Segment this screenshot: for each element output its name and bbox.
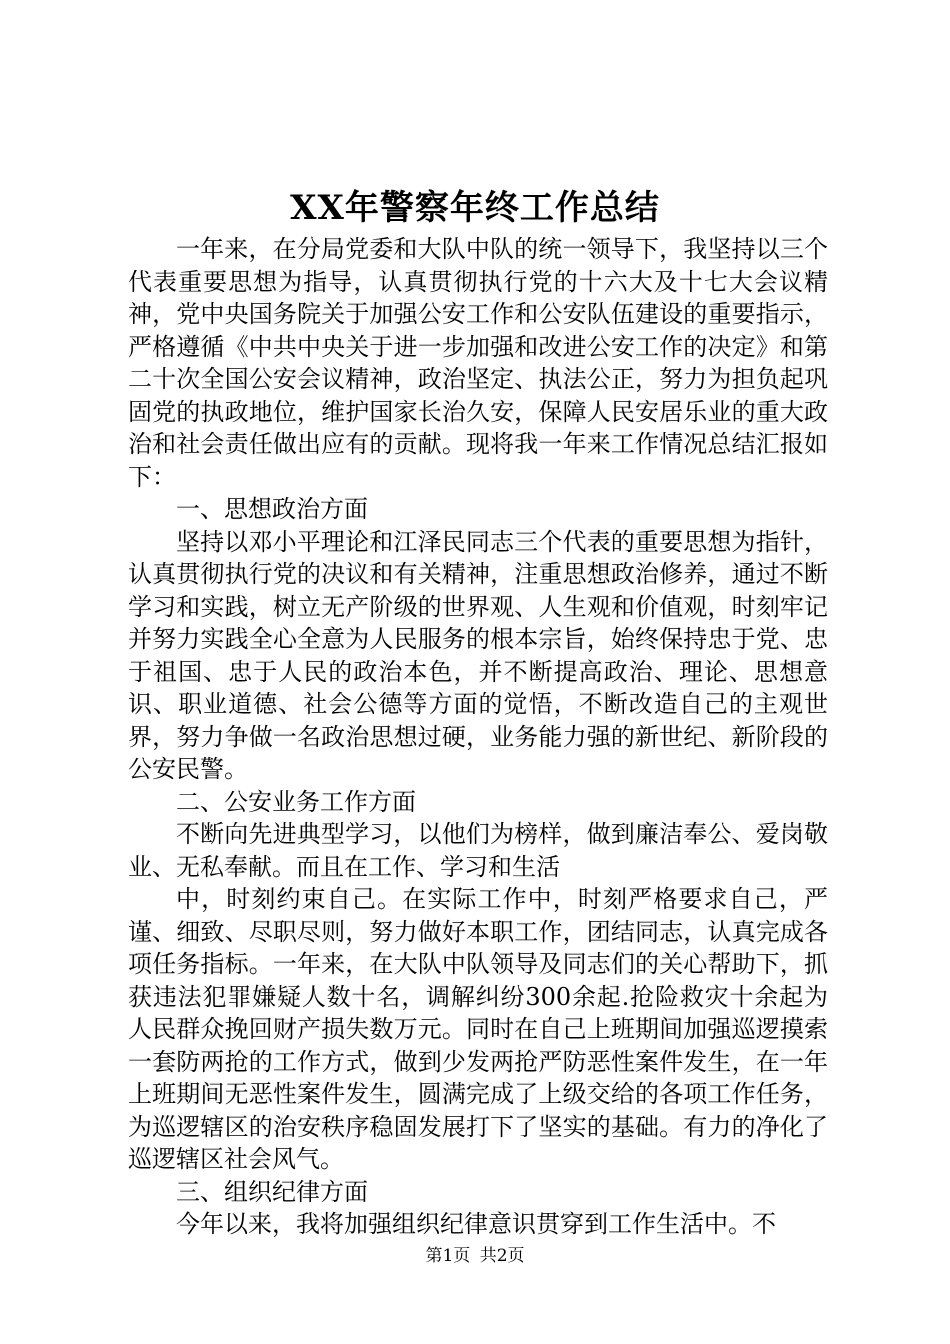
intro-paragraph: 一年来，在分局党委和大队中队的统一领导下，我坚持以三个代表重要思想为指导，认真贯彻执行党的十六大及十七大会议精神，党中央国务院关于加强公安工作和公安队伍建设的重要指示，严格遵循《中共中央关于进一步加强和改进公安工作的决定》和第二十次全国公安会议精神，政治坚定、执法公正，努力为担负起巩固党的执政地位，维护国家长治久安，保障人民安居乐业的重大政治和社会责任做出应有的贡献。现将我一年来工作情况总结汇报如下： (128, 235, 828, 491)
page-total: 共2页 (479, 1246, 525, 1266)
section-2-paragraph-b: 中，时刻约束自己。在实际工作中，时刻严格要求自己，严谨、细致、尽职尽则，努力做好本职工作，团结同志，认真完成各项任务指标。一年来，在大队中队领导及同志们的关心帮助下，抓获违法犯罪嫌疑人数十名，调解纠纷300余起.抢险救灾十余起为人民群众挽回财产损失数万元。同时在自己上班期间加强巡逻摸索一套防两抢的工作方式，做到少发两抢严防恶性案件发生，在一年上班期间无恶性案件发生，圆满完成了上级交给的各项工作任务，为巡逻辖区的治安秩序稳固发展打下了坚实的基础。有力的净化了巡逻辖区社会风气。 (128, 885, 828, 1173)
section-heading-1: 一、思想政治方面 (176, 495, 368, 523)
section-heading-3: 三、组织纪律方面 (176, 1177, 368, 1206)
page-number: 第1页 (425, 1246, 471, 1266)
document-body (128, 233, 828, 1241)
document-title: XX年警察年终工作总结 (290, 188, 660, 228)
page-footer (0, 1244, 950, 1268)
section-2-paragraph-a: 不断向先进典型学习，以他们为榜样，做到廉洁奉公、爱岗敬业、无私奉献。而且在工作、学习和生活 (128, 820, 828, 881)
section-heading-2: 二、公安业务工作方面 (176, 787, 416, 816)
section-3-paragraph: 今年以来，我将加强组织纪律意识贯穿到工作生活中。不 (176, 1210, 776, 1238)
section-1-paragraph: 坚持以邓小平理论和江泽民同志三个代表的重要思想为指针，认真贯彻执行党的决议和有关精神，注重思想政治修养，通过不断学习和实践，树立无产阶级的世界观、人生观和价值观，时刻牢记并努力实践全心全意为人民服务的根本宗旨，始终保持忠于党、忠于祖国、忠于人民的政治本色，并不断提高政治、理论、思想意识、职业道德、社会公德等方面的觉悟，不断改造自己的主观世界，努力争做一名政治思想过硬，业务能力强的新世纪、新阶段的公安民警。 (128, 527, 828, 783)
